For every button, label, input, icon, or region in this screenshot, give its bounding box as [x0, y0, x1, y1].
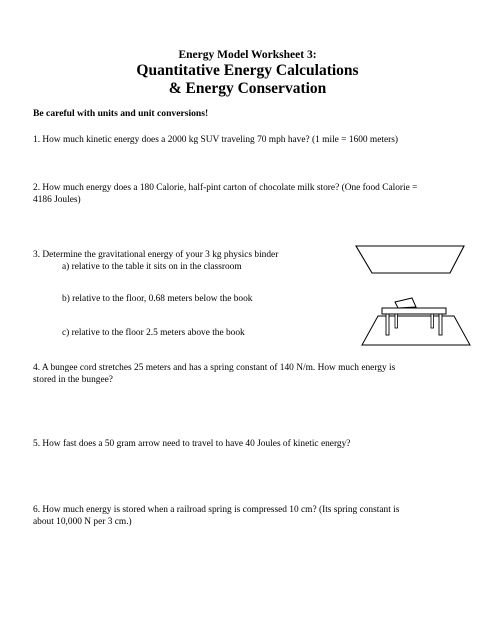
- page-title-line2: & Energy Conservation: [168, 80, 327, 97]
- question-4-line2: stored in the bungee?: [33, 375, 113, 385]
- units-warning: Be careful with units and unit conversions!: [33, 108, 209, 119]
- question-4-line1: 4. A bungee cord stretches 25 meters and has a spring constant of 140 N/m. How much energy is: [33, 363, 396, 373]
- question-3c: c) relative to the floor 2.5 meters above the book: [62, 328, 245, 338]
- question-6-line2: about 10,000 N per 3 cm.): [33, 517, 132, 527]
- worksheet-kicker: Energy Model Worksheet 3:: [178, 49, 317, 61]
- ceiling-trapezoid-icon: [355, 245, 465, 275]
- question-1: 1. How much kinetic energy does a 2000 kg SUV traveling 70 mph have? (1 mile = 1600 meters): [33, 135, 399, 145]
- question-2-line1: 2. How much energy does a 180 Calorie, half-pint carton of chocolate milk store? (One food Calorie =: [33, 183, 418, 193]
- table-with-book-icon: [360, 294, 472, 346]
- question-2-line2: 4186 Joules): [33, 195, 81, 205]
- question-3: 3. Determine the gravitational energy of your 3 kg physics binder: [33, 250, 279, 260]
- question-3b: b) relative to the floor, 0.68 meters below the book: [62, 294, 253, 304]
- page-title-line1: Quantitative Energy Calculations: [136, 62, 359, 79]
- question-5: 5. How fast does a 50 gram arrow need to travel to have 40 Joules of kinetic energy?: [33, 439, 351, 449]
- question-3a: a) relative to the table it sits on in the classroom: [62, 262, 242, 272]
- question-6-line1: 6. How much energy is stored when a railroad spring is compressed 10 cm? (Its spring constant is: [33, 505, 400, 515]
